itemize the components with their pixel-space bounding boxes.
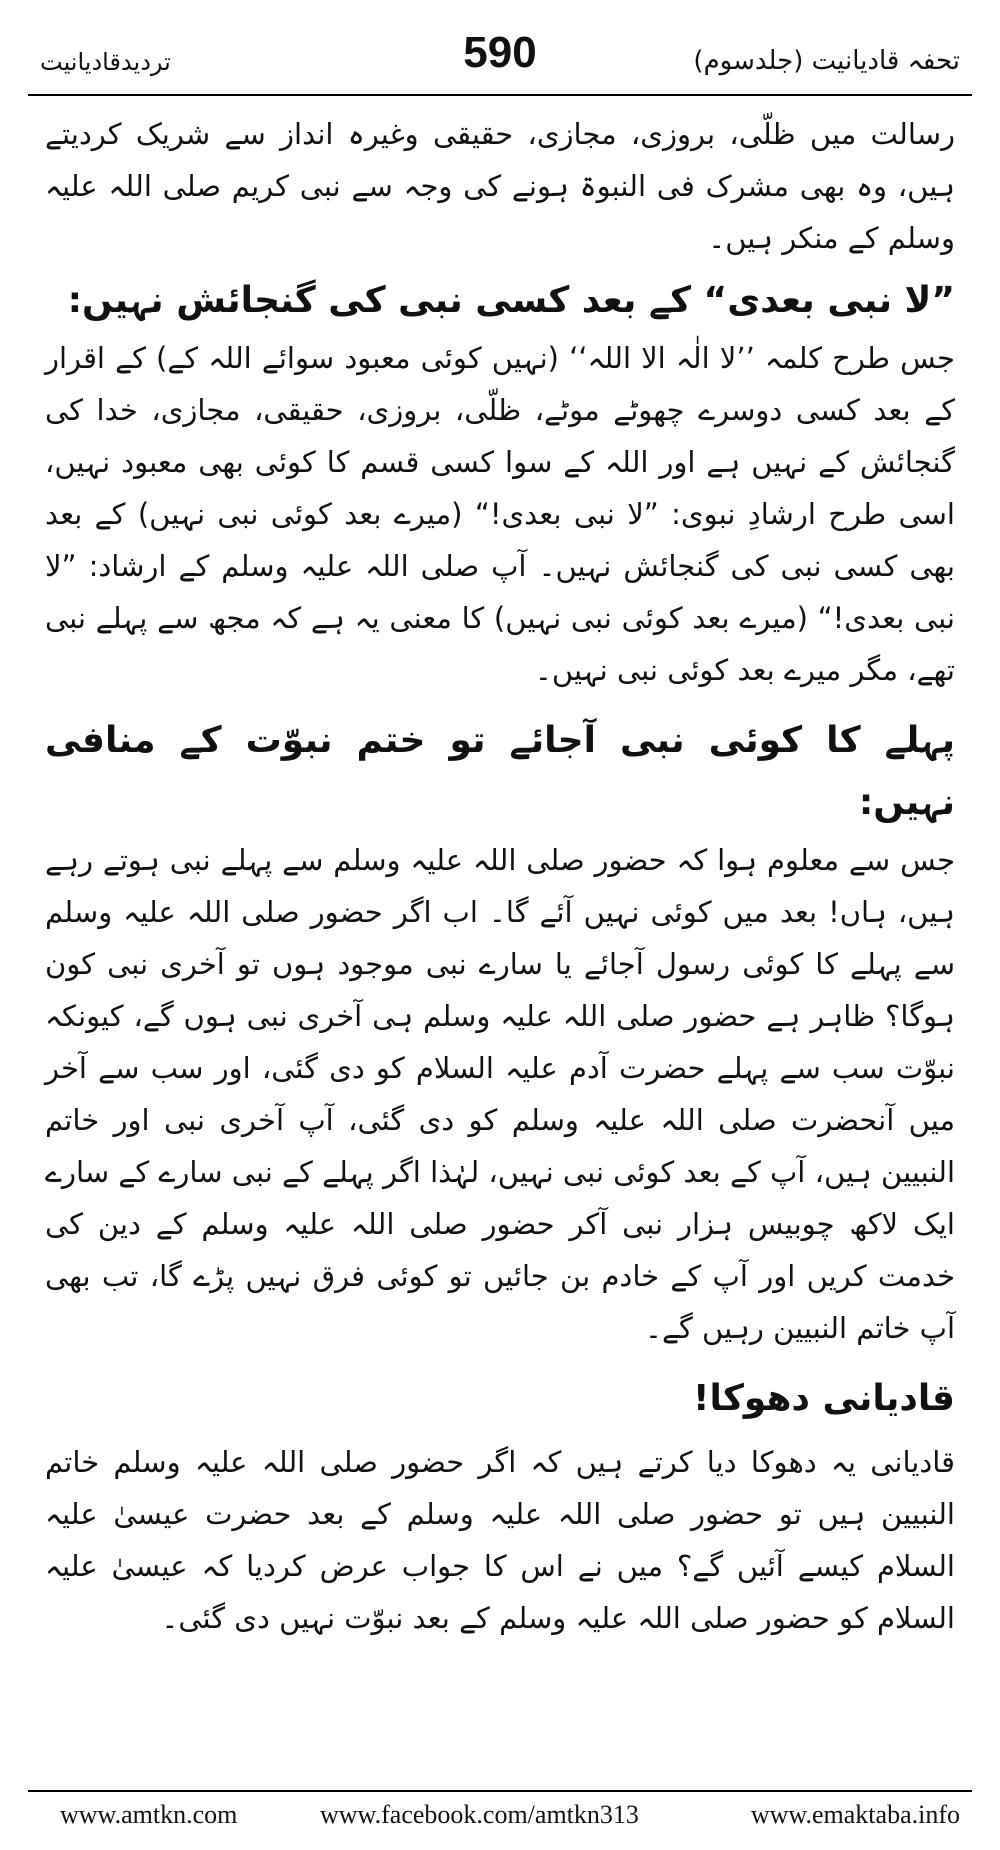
heading-previous-prophet: پہلے کا کوئی نبی آجائے تو ختم نبوّت کے منافی نہیں: [45,720,955,823]
page-number: 590 [463,28,537,77]
paragraph-kalima: جس طرح کلمہ ’’لا الٰہ الا اللہ‘‘ (نہیں کوئی معبود سوائے اللہ کے) کے اقرار کے بعد کسی دوسرے چھوٹے موٹے، ظلّی، بروزی، حقیقی، مجازی، خدا کی گنجائش کے نہیں ہے اور اللہ کے سوا کسی قسم کا کوئی بھی معبود نہیں، اسی طرح ارشادِ نبوی: ”لا نبی بعدی!“ (میرے بعد کوئی نبی نہیں) کے بعد بھی کسی نبی کی گنجائش نہیں۔ آپ صلی اللہ علیہ وسلم کے ارشاد: ”لا نبی بعدی!“ (میرے بعد کوئی نبی نہیں) کا معنی یہ ہے کہ مجھ سے پہلے نبی تھے، مگر میرے بعد کوئی نبی نہیں۔ [45,341,955,687]
footer-divider [28,1790,972,1792]
page-header [28,22,972,102]
book-title: تحفہ قادیانیت (جلدسوم) [693,46,960,76]
heading-qadiani-deception: قادیانی دھوکا! [693,1378,955,1419]
footer-link-amtkn[interactable]: www.amtkn.com [60,1800,238,1829]
paragraph-khatm-nubuwwat: جس سے معلوم ہوا کہ حضور صلی اللہ علیہ وسلم سے پہلے نبی ہوتے رہے ہیں، ہاں! بعد میں کوئی نہیں آئے گا۔ اب اگر حضور صلی اللہ علیہ وسلم سے پہلے کا کوئی رسول آجائے یا سارے نبی موجود ہوں تو آخری نبی کون ہوگا؟ ظاہر ہے حضور صلی اللہ علیہ وسلم ہی آخری نبی ہوں گے، کیونکہ نبوّت سب سے پہلے حضرت آدم علیہ السلام کو دی گئی، اور سب سے آخر میں آنحضرت صلی اللہ علیہ وسلم کو دی گئی، آپ آخری نبی اور خاتم النبیین ہیں، آپ کے بعد کوئی نبی نہیں، لہٰذا اگر پہلے کے نبی سارے کے سارے ایک لاکھ چوبیس ہزار نبی آکر حضور صلی اللہ علیہ وسلم کے دین کی خدمت کریں اور آپ کے خادم بن جائیں تو کوئی فرق نہیں پڑے گا، تب بھی آپ خاتم النبیین رہیں گے۔ [45,843,955,1345]
footer-link-facebook[interactable]: www.facebook.com/amtkn313 [320,1800,639,1829]
footer-link-emaktaba[interactable]: www.emaktaba.info [750,1800,960,1829]
header-divider [28,94,972,96]
section-title: تردیدقادیانیت [40,48,171,76]
page-content [45,108,955,1644]
paragraph-deception: قادیانی یہ دھوکا دیا کرتے ہیں کہ اگر حضور صلی اللہ علیہ وسلم خاتم النبیین ہیں تو حضور صلی اللہ علیہ وسلم کے بعد حضرت عیسیٰ علیہ السلام کیسے آئیں گے؟ میں نے اس کا جواب عرض کردیا کہ عیسیٰ علیہ السلام کو حضور صلی اللہ علیہ وسلم کے بعد نبوّت نہیں دی گئی۔ [45,1445,955,1635]
paragraph-intro: رسالت میں ظلّی، بروزی، مجازی، حقیقی وغیرہ انداز سے شریک کردیتے ہیں، وہ بھی مشرک فی النبوۃ ہونے کی وجہ سے نبی کریم صلی اللہ علیہ وسلم کے منکر ہیں۔ [45,117,955,255]
heading-la-nabi-badi: ”لا نبی بعدی“ کے بعد کسی نبی کی گنجائش نہیں: [67,280,955,321]
